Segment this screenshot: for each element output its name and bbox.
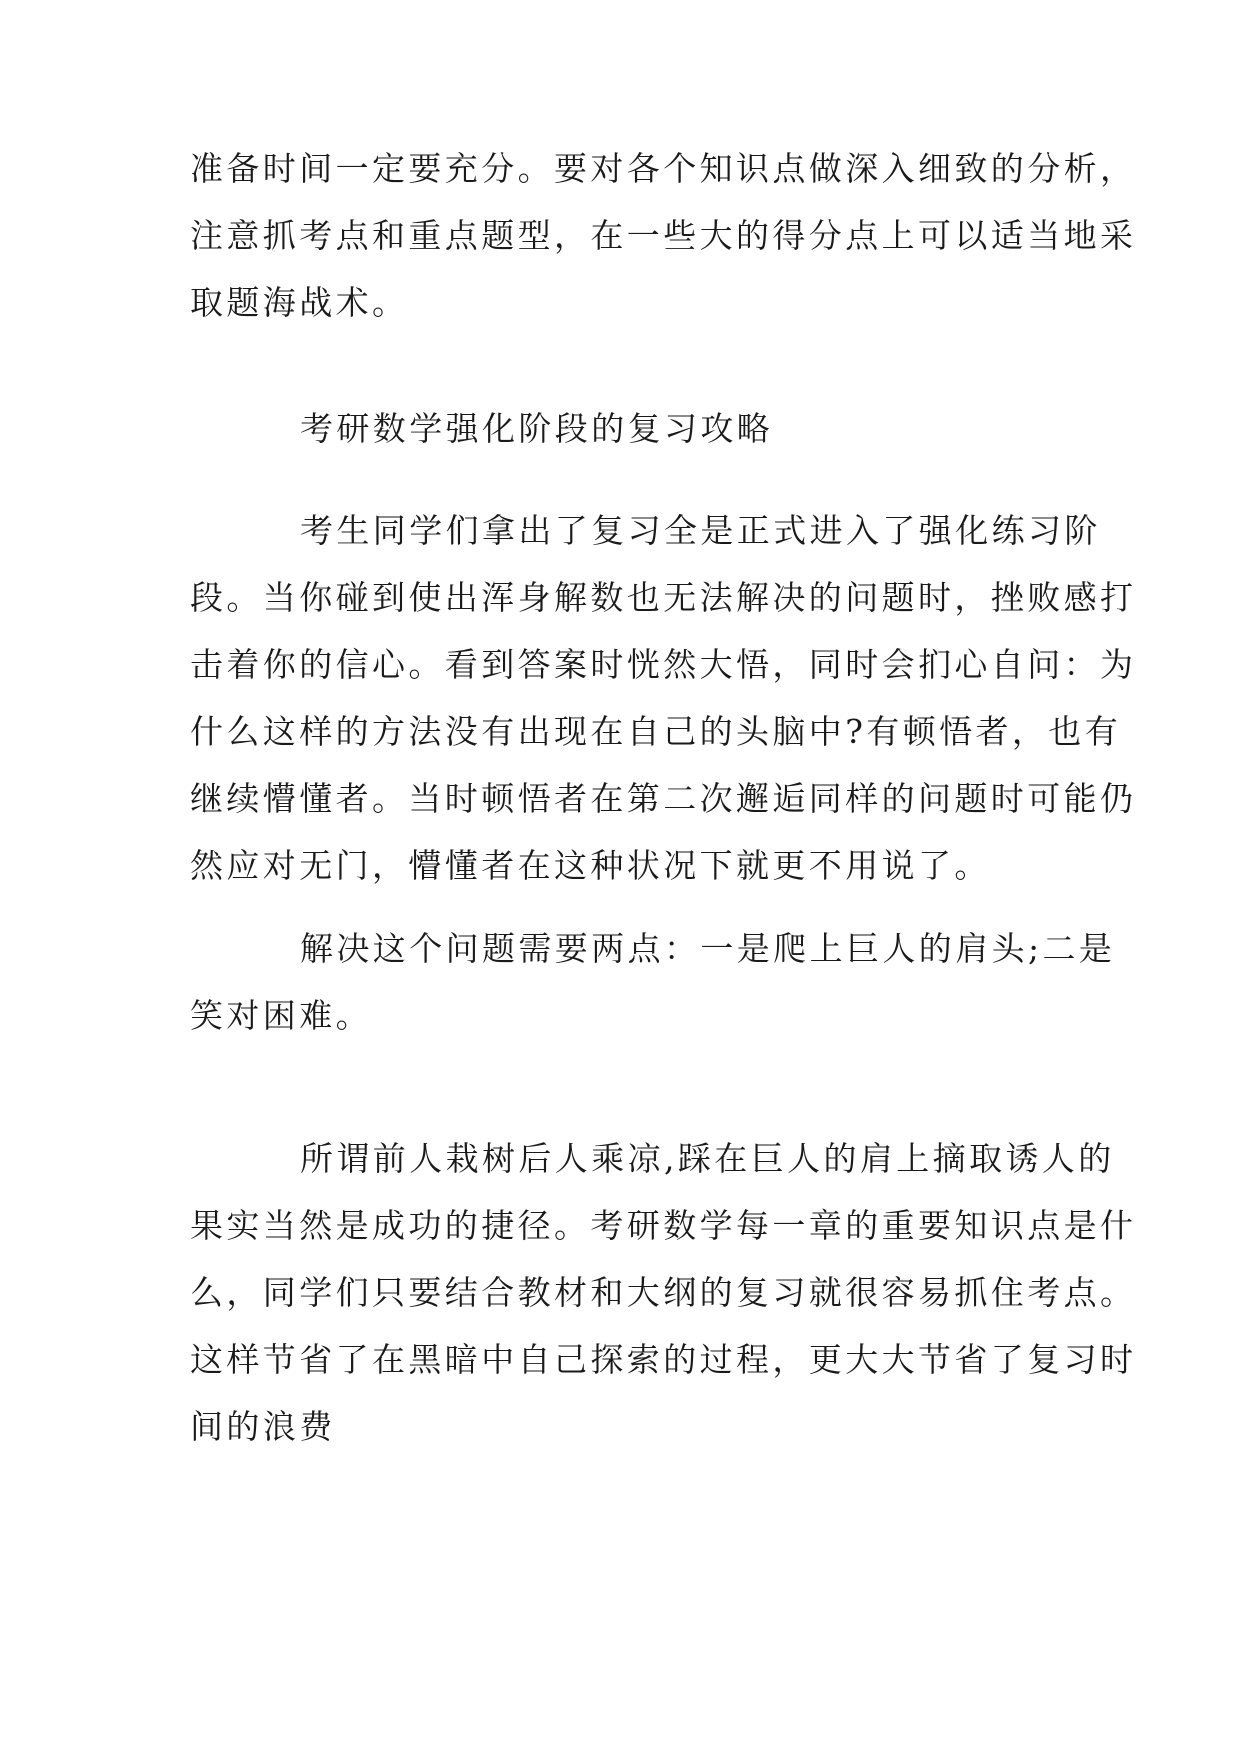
- text-line: 解决这个问题需要两点：一是爬上巨人的肩头;二是: [300, 929, 1116, 968]
- heading-text: 考研数学强化阶段的复习攻略: [300, 409, 774, 448]
- text-line: 果实当然是成功的捷径。考研数学每一章的重要知识点是什: [190, 1206, 1137, 1245]
- text-line: 取题海战术。: [190, 283, 409, 322]
- text-line: 准备时间一定要充分。要对各个知识点做深入细致的分析，: [190, 149, 1137, 188]
- text-line: 所谓前人栽树后人乘凉,踩在巨人的肩上摘取诱人的: [300, 1139, 1115, 1178]
- text-line: 么，同学们只要结合教材和大纲的复习就很容易抓住考点。: [190, 1273, 1137, 1312]
- text-line: 考生同学们拿出了复习全是正式进入了强化练习阶: [300, 511, 1101, 550]
- text-line: 这样节省了在黑暗中自己探索的过程，更大大节省了复习时: [190, 1340, 1137, 1379]
- text-line: 继续懵懂者。当时顿悟者在第二次邂逅同样的问题时可能仍: [190, 779, 1137, 818]
- text-line: 击着你的信心。看到答案时恍然大悟，同时会扪心自问：为: [190, 645, 1137, 684]
- paragraph-solution: [190, 915, 1116, 1049]
- text-line: 然应对无门，懵懂者在这种状况下就更不用说了。: [190, 846, 991, 885]
- paragraph-giants: [190, 1125, 1137, 1460]
- text-line: 什么这样的方法没有出现在自己的头脑中?有顿悟者，也有: [190, 712, 1122, 751]
- text-line: 笑对困难。: [190, 996, 372, 1035]
- text-line: 段。当你碰到使出浑身解数也无法解决的问题时，挫败感打: [190, 578, 1137, 617]
- text-line: 间的浪费: [190, 1407, 336, 1446]
- text-line: 注意抓考点和重点题型，在一些大的得分点上可以适当地采: [190, 216, 1137, 255]
- paragraph-intro: [190, 135, 1137, 336]
- paragraph-strengthening: [190, 497, 1137, 899]
- section-heading: [190, 395, 1070, 462]
